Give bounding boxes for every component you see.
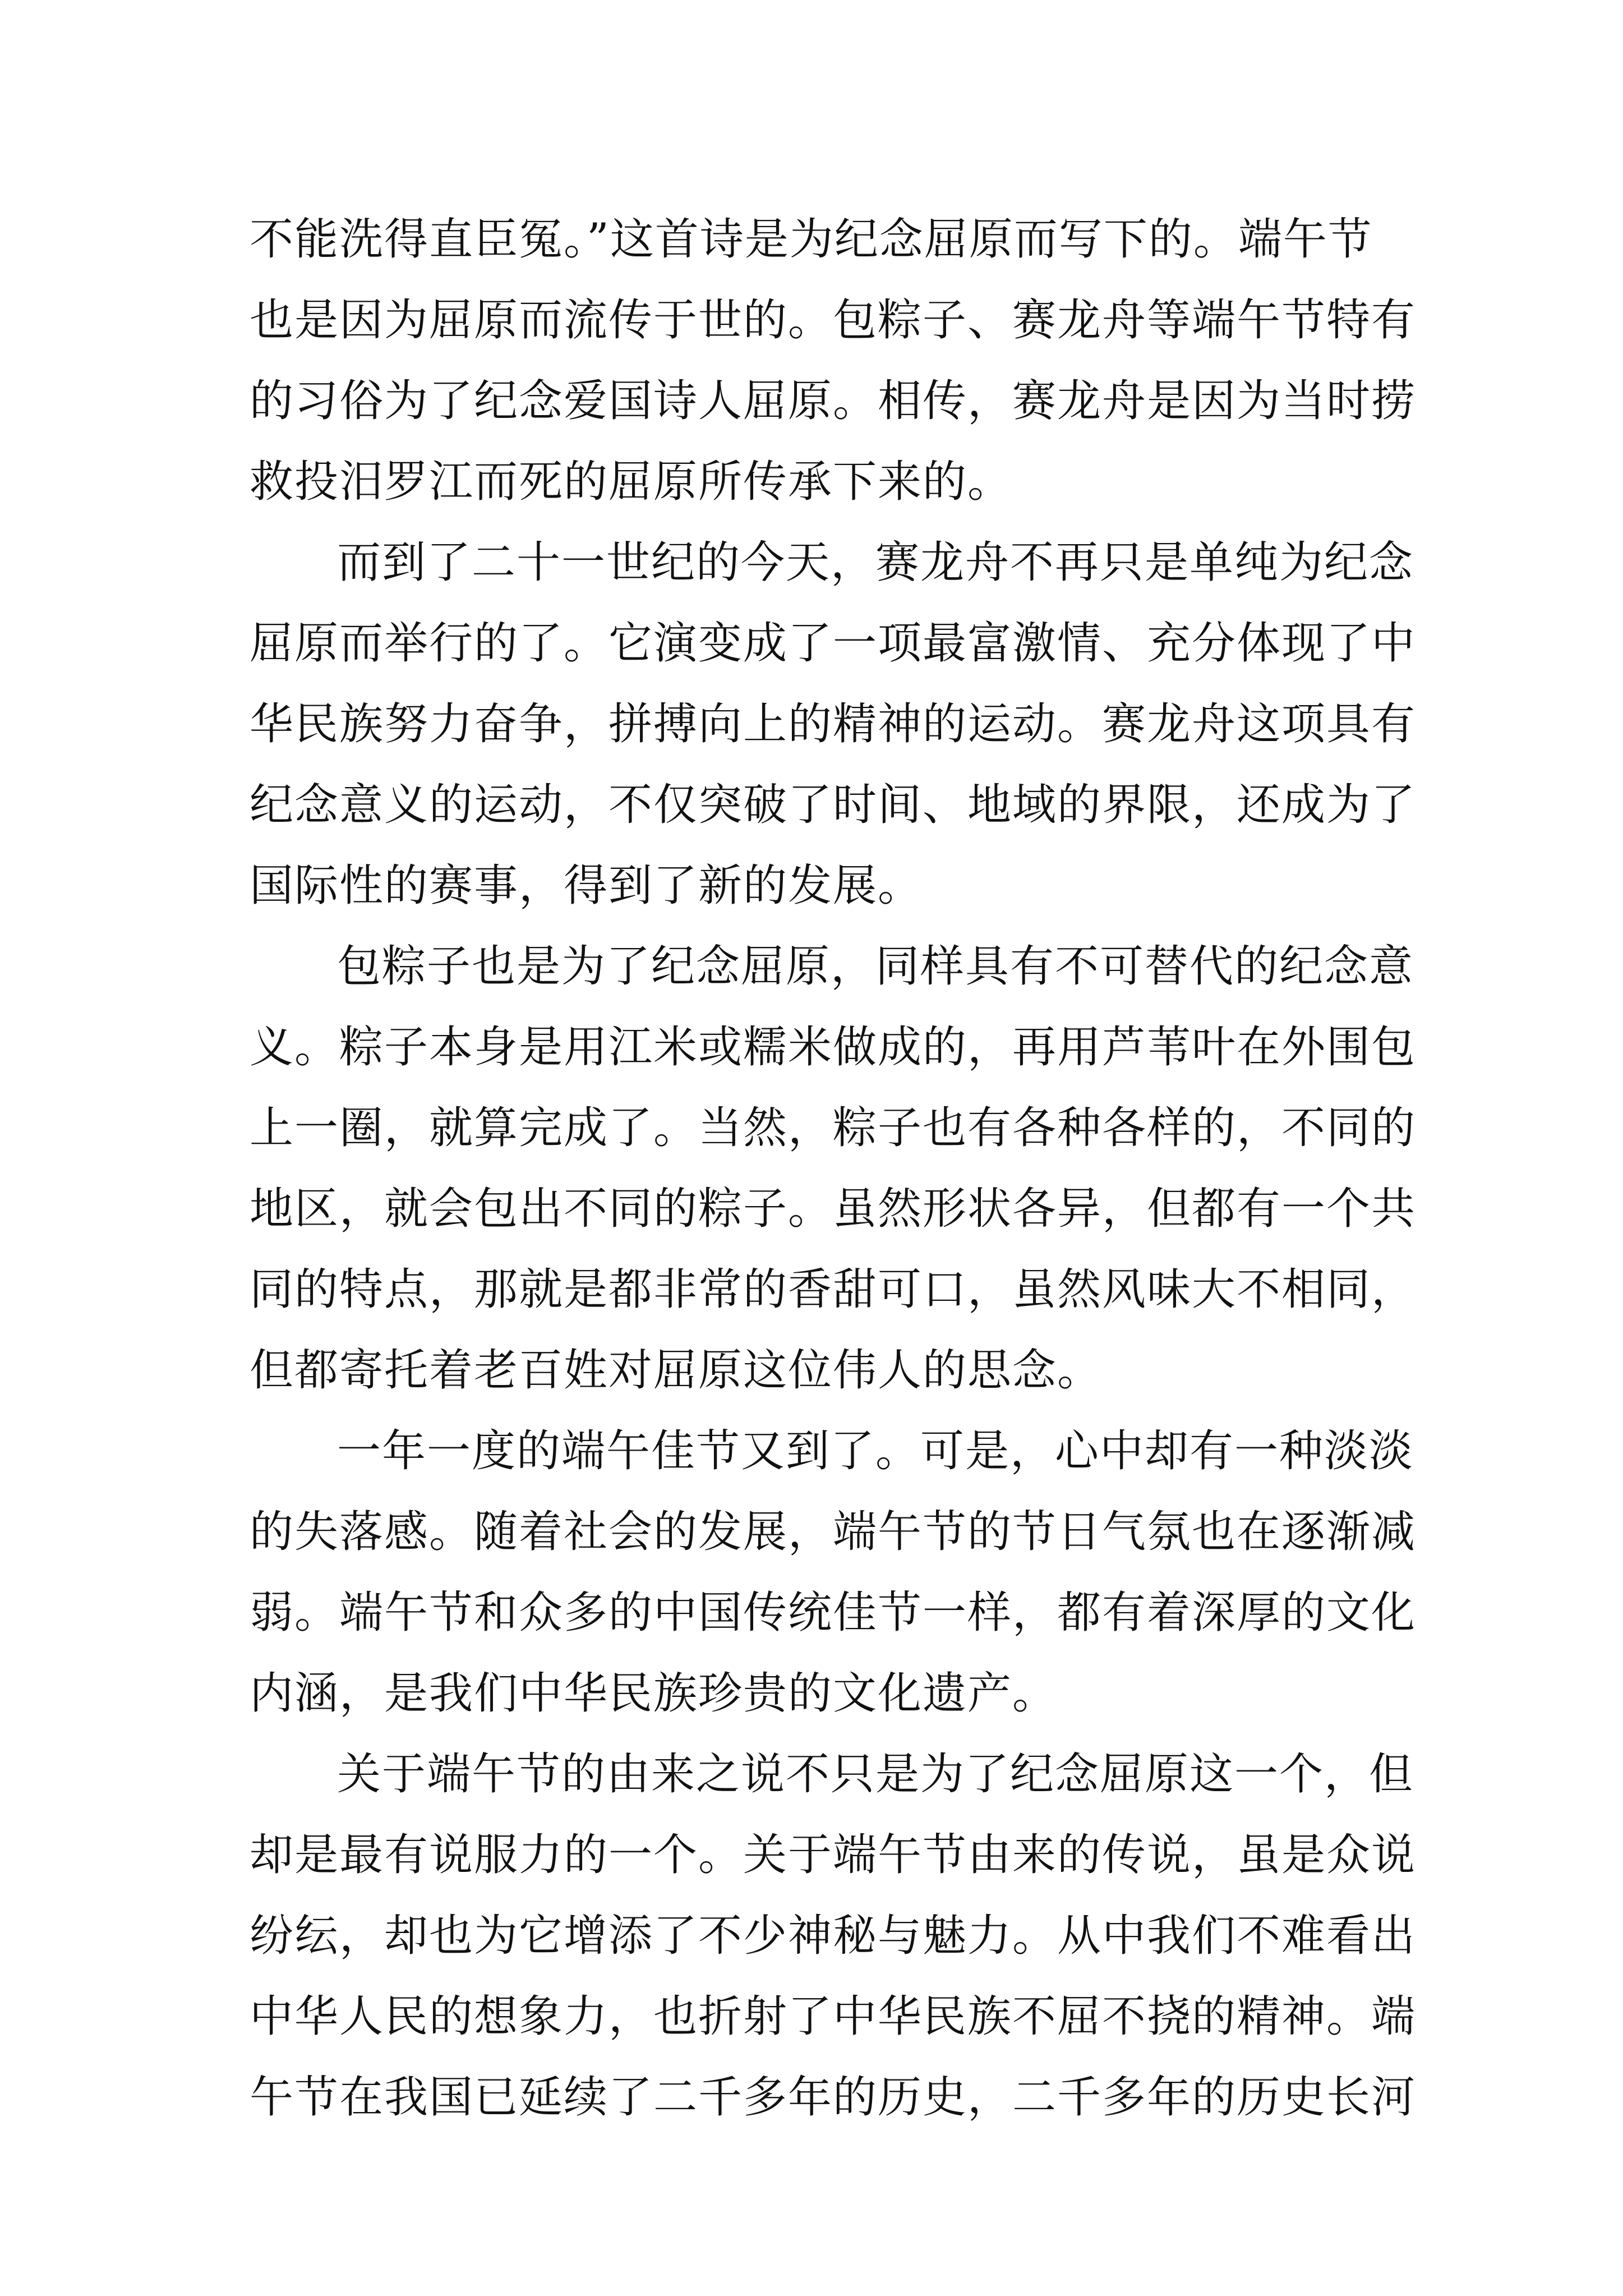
text-line: 而到了二十一世纪的今天，赛龙舟不再只是单纯为纪念	[337, 537, 1414, 588]
text-line: 纷纭，却也为它增添了不少神秘与魅力。从中我们不难看出	[250, 1911, 1417, 1961]
text-line: 屈原而举行的了。它演变成了一项最富激情、充分体现了中	[250, 618, 1417, 669]
paragraph	[250, 1734, 1417, 2138]
text-line: 的习俗为了纪念爱国诗人屈原。相传，赛龙舟是因为当时捞	[250, 376, 1417, 426]
text-line: 却是最有说服力的一个。关于端午节由来的传说，虽是众说	[250, 1830, 1417, 1880]
paragraph	[250, 926, 1417, 1411]
text-line: 内涵，是我们中华民族珍贵的文化遗产。	[250, 1668, 1058, 1719]
text-line: 一年一度的端午佳节又到了。可是，心中却有一种淡淡	[337, 1426, 1414, 1476]
text-line: 地区，就会包出不同的粽子。虽然形状各异，但都有一个共	[250, 1184, 1417, 1234]
text-line: 包粽子也是为了纪念屈原，同样具有不可替代的纪念意	[337, 941, 1414, 992]
text-line: 义。粽子本身是用江米或糯米做成的，再用芦苇叶在外围包	[250, 1022, 1417, 1073]
text-line: 上一圈，就算完成了。当然，粽子也有各种各样的，不同的	[250, 1103, 1417, 1153]
text-line: 纪念意义的运动，不仅突破了时间、地域的界限，还成为了	[250, 780, 1417, 830]
text-line: 华民族努力奋争，拼搏向上的精神的运动。赛龙舟这项具有	[250, 699, 1417, 749]
text-line: 同的特点，那就是都非常的香甜可口，虽然风味大不相同，	[250, 1264, 1417, 1315]
text-line: 关于端午节的由来之说不只是为了纪念屈原这一个，但	[337, 1749, 1414, 1800]
text-line: 但都寄托着老百姓对屈原这位伟人的思念。	[250, 1345, 1103, 1396]
text-line: 救投汨罗江而死的屈原所传承下来的。	[250, 457, 1013, 507]
paragraph	[250, 1411, 1417, 1734]
paragraph	[250, 199, 1417, 522]
text-line: 中华人民的想象力，也折射了中华民族不屈不挠的精神。端	[250, 1991, 1417, 2042]
document-body	[250, 199, 1417, 2138]
text-line: 的失落感。随着社会的发展，端午节的节日气氛也在逐渐减	[250, 1507, 1417, 1557]
paragraph	[250, 522, 1417, 926]
text-line: 也是因为屈原而流传于世的。包粽子、赛龙舟等端午节特有	[250, 295, 1417, 346]
text-line: 弱。端午节和众多的中国传统佳节一样，都有着深厚的文化	[250, 1588, 1417, 1638]
text-line: 国际性的赛事，得到了新的发展。	[250, 861, 923, 911]
text-line: 午节在我国已延续了二千多年的历史，二千多年的历史长河	[250, 2072, 1417, 2123]
text-line: 不能洗得直臣冤。”这首诗是为纪念屈原而写下的。端午节	[250, 214, 1373, 265]
